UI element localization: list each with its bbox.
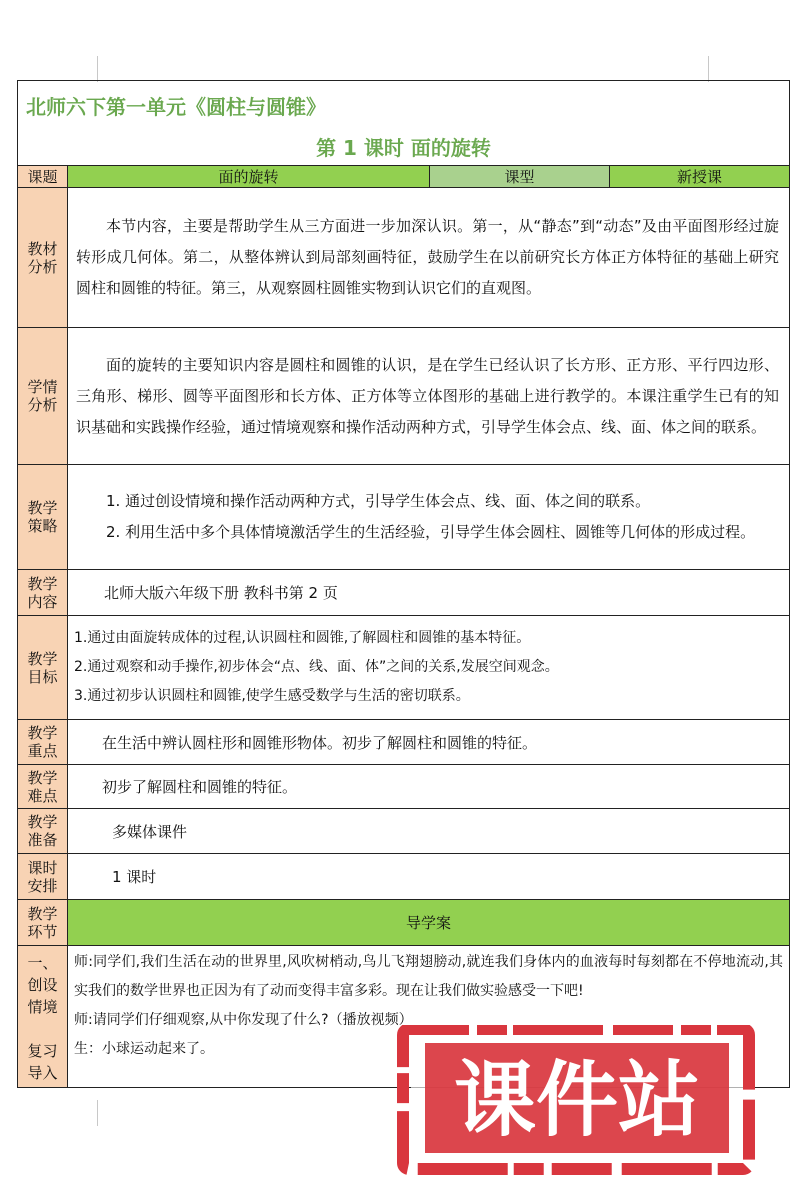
schedule-text: 1 课时 — [68, 854, 790, 900]
process-header: 导学案 — [68, 900, 790, 946]
strategy-item: 1. 通过创设情境和操作活动两种方式，引导学生体会点、线、面、体之间的联系。 — [106, 492, 651, 510]
crop-mark-top-right-v — [708, 56, 709, 82]
step-one-label — [18, 946, 68, 1088]
label-line: 教材 — [27, 239, 58, 258]
label-line: 创设 — [27, 976, 58, 994]
preparation-label — [18, 809, 68, 854]
label-line: 难点 — [27, 786, 58, 805]
strategy-text — [68, 465, 790, 570]
paragraph: 面的旋转的主要知识内容是圆柱和圆锥的认识，是在学生已经认识了长方形、正方形、平行四边形、三角形、梯形、圆等平面图形和长方体、正方体等立体图形的基础上进行教学的。本课注重学生已有的知识基础和实践操作经验，通过情境观察和操作活动两种方式，引导学生体会点、线、面、体之间的联系。 — [76, 355, 779, 436]
preparation-text: 多媒体课件 — [68, 809, 790, 854]
stamp-text: 课件站 — [453, 1053, 701, 1148]
key-points-label — [18, 720, 68, 765]
label-line: 分析 — [27, 396, 58, 414]
label-line: 复习 — [27, 1042, 58, 1060]
label-line: 学情 — [27, 378, 58, 396]
goal-item: 1.通过由面旋转成体的过程,认识圆柱和圆锥,了解圆柱和圆锥的基本特征。 — [74, 630, 531, 646]
paragraph: 本节内容，主要是帮助学生从三方面进一步加深认识。第一，从“静态”到“动态”及由平面图形经过旋转形成几何体。第二，从整体辨认到局部刻画特征，鼓励学生在以前研究长方体正方体特征的基础上研究圆柱和圆锥的特征。第三，从观察圆柱圆锥实物到认识它们的直观图。 — [76, 217, 779, 297]
student-analysis-label — [18, 328, 68, 465]
label-line: 导入 — [27, 1064, 58, 1082]
label-line: 策略 — [27, 517, 58, 535]
type-label: 课型 — [430, 166, 610, 188]
content-text: 北师大版六年级下册 教科书第 2 页 — [68, 570, 790, 616]
student-analysis-text — [68, 328, 790, 465]
strategy-label — [18, 465, 68, 570]
lesson-title: 第 1 课时 面的旋转 — [18, 127, 790, 166]
label-line: 教学 — [27, 649, 58, 668]
crop-mark-top-left-v — [97, 56, 98, 82]
label-line: 目标 — [27, 667, 58, 686]
topic-value: 面的旋转 — [68, 166, 430, 188]
schedule-label — [18, 854, 68, 900]
type-value: 新授课 — [610, 166, 790, 188]
goal-item: 3.通过初步认识圆柱和圆锥,使学生感受数学与生活的密切联系。 — [74, 688, 470, 704]
dialogue-line: 师:同学们,我们生活在动的世界里,风吹树梢动,鸟儿飞翔翅膀动,就连我们身体内的血液每时每刻都在不停地流动,其实我们的数学世界也正因为有了动而变得丰富多彩。现在让我们做实验感受一下吧! — [74, 954, 783, 999]
label-line: 环节 — [27, 922, 58, 941]
label-line: 准备 — [27, 831, 58, 849]
label-line: 课时 — [27, 858, 58, 877]
goals-text — [68, 616, 790, 720]
strategy-item: 2. 利用生活中多个具体情境激活学生的生活经验，引导学生体会圆柱、圆锥等几何体的形成过程。 — [106, 523, 756, 541]
goal-item: 2.通过观察和动手操作,初步体会“点、线、面、体”之间的关系,发展空间观念。 — [74, 659, 559, 675]
watermark-stamp — [397, 1025, 757, 1175]
content-label — [18, 570, 68, 616]
label-line: 教学 — [27, 724, 58, 742]
label-line: 安排 — [27, 876, 58, 895]
label-line: 分析 — [27, 257, 58, 276]
label-line: 教学 — [27, 574, 58, 593]
difficulties-label — [18, 765, 68, 809]
label-line: 教学 — [27, 499, 58, 517]
material-analysis-label — [18, 188, 68, 328]
label-line: 一、 — [27, 954, 58, 972]
unit-title: 北师六下第一单元《圆柱与圆锥》 — [18, 81, 790, 128]
label-line: 内容 — [27, 592, 58, 611]
difficulties-text: 初步了解圆柱和圆锥的特征。 — [68, 765, 790, 809]
topic-label: 课题 — [18, 166, 68, 188]
goals-label — [18, 616, 68, 720]
label-line: 重点 — [27, 742, 58, 760]
label-line: 情境 — [27, 998, 58, 1016]
key-points-text: 在生活中辨认圆柱形和圆锥形物体。初步了解圆柱和圆锥的特征。 — [68, 720, 790, 765]
lesson-plan-table — [17, 80, 790, 1088]
label-line: 教学 — [27, 813, 58, 831]
label-line: 教学 — [27, 904, 58, 923]
material-analysis-text — [68, 188, 790, 328]
label-line: 教学 — [27, 768, 58, 787]
dialogue-line: 师:请同学们仔细观察,从中你发现了什么?（播放视频） — [74, 1012, 413, 1028]
process-label — [18, 900, 68, 946]
dialogue-line: 生：小球运动起来了。 — [74, 1041, 214, 1057]
crop-mark-bottom-left-v — [97, 1100, 98, 1126]
